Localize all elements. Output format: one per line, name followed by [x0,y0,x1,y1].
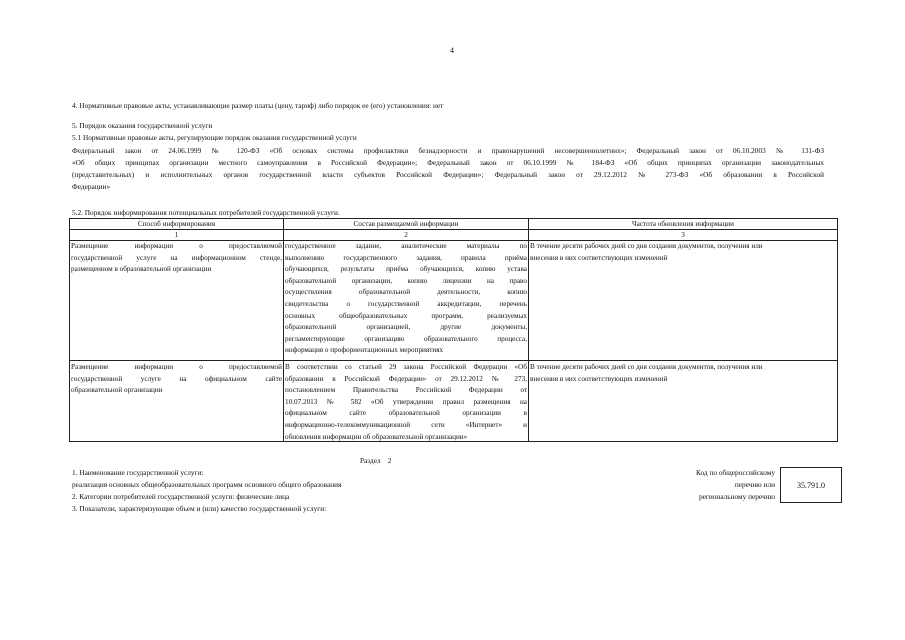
table-divider [528,218,529,442]
cell-line: Размещение информации о предоставляемой [71,242,282,250]
table-header-content: Состав размещаемой информации [353,220,459,228]
section5-title: 5. Порядок оказания государственной услуги [72,121,213,130]
cell-line: Размещение информации о предоставляемой [71,363,282,371]
cell-line: образовании в Российской Федерации» от 29.12.2012 № 273, [285,374,527,383]
cell-line: В течение десяти рабочих дней со дня создания документов, получения или [530,363,763,371]
table-col-number: 2 [404,231,408,239]
cell-line: образовательной организации [71,386,163,395]
table-col-number: 3 [681,231,685,239]
cell-line: В соответствии со статьей 29 закона Российской Федерации «Об [285,363,527,371]
frequency-cell [530,362,836,385]
code-label: перечню или [734,480,775,489]
cell-line: официальном сайте образовательной организации в [285,409,527,418]
section5-2-title: 5.2. Порядок информирования потенциальных потребителей государственной услуги. [72,208,340,217]
cell-line: основных общеобразовательных программ, реализуемых [285,311,527,320]
section-heading: Раздел 2 [360,456,392,465]
table-col-number: 1 [174,231,179,239]
law-line: (представительных) и исполнительных органов государственной власти субъектов Российской Федерации»; Федеральный закон от 29.12.2012 № 273-ФЗ «Об образовании в Российской [72,170,824,179]
law-line: Федерации» [72,182,111,191]
law-line: «Об общих принципах организации местного самоуправления в Российской Федерации»; Федеральный закон от 06.10.1999 № 184-ФЗ «Об общих принципах организации законодательных [72,158,824,167]
cell-line: постановлением Правительства Российской Федерации от [285,386,527,395]
table-header-method: Способ информирования [137,220,216,228]
cell-line: свидетельства о государственной аккредитации, перечень [285,299,527,308]
cell-line: 10.07.2013 № 582 «Об утверждении правил размещения на [285,397,527,406]
cell-line: информация о профориентационных мероприятиях [285,346,444,355]
code-label: Код по общероссийскому [695,468,775,477]
consumers-category: 2. Категории потребителей государственной услуги: физические лица [72,492,290,501]
cell-line: образовательной организацией, другие документы, [285,323,527,332]
code-box: 35.791.0 [780,467,842,503]
method-cell [71,362,282,397]
service-name: реализация основных общеобразовательных программ основного общего образования [72,480,342,489]
cell-line: обновления информации об образовательной организации» [285,432,468,441]
page-number: 4 [450,46,454,55]
cell-line: государственное задание, аналитические материалы по [285,242,527,250]
content-cell [285,241,527,357]
table-divider [69,360,838,361]
law-line: Федеральный закон от 24.06.1999 № 120-ФЗ «Об основах системы профилактики безнадзорности и правонарушений несовершеннолетних»; Федеральный закон от 06.10.2003 № 131-ФЗ [72,146,824,155]
cell-line: образовательной организации, копию лицензии на право [285,276,527,285]
table-divider [283,218,284,442]
cell-line: государственной услуге на официальном сайте [71,374,282,383]
section4-text: 4. Нормативные правовые акты, устанавливающие размер платы (цену, тариф) либо порядок ее (его) установления: нет [72,101,444,110]
cell-line: обучающихся, результаты приёма обучающихся, копию устава [285,265,527,274]
cell-line: внесения в них соответствующих изменений [530,374,668,383]
cell-line: осуществления образовательной деятельности, копию [285,288,527,297]
cell-line: регламентирующие организацию образовательного процесса, [285,334,527,343]
cell-line: государственной услуге на информационном стенде, [71,253,282,262]
method-cell [71,241,282,276]
indicators-label: 3. Показатели, характеризующие объем и (или) качество государственной услуги: [72,504,327,513]
content-cell [285,362,527,443]
cell-line: информационно-телекоммуникационной сети «Интернет» и [285,420,527,429]
cell-line: размещенном в образовательной организации [71,265,212,274]
cell-line: выполнению государственного задания, правила приёма [285,253,527,262]
table-header-frequency: Частота обновления информации [631,220,735,228]
cell-line: В течение десяти рабочих дней со дня создания документов, получения или [530,242,763,250]
code-label: региональному перечню [699,492,775,501]
cell-line: внесения в них соответствующих изменений [530,253,668,262]
section5-1-title: 5.1 Нормативные правовые акты, регулирующие порядок оказания государственной услуги [72,133,357,142]
frequency-cell [530,241,836,264]
service-name-label: 1. Наименование государственной услуги: [72,468,204,477]
